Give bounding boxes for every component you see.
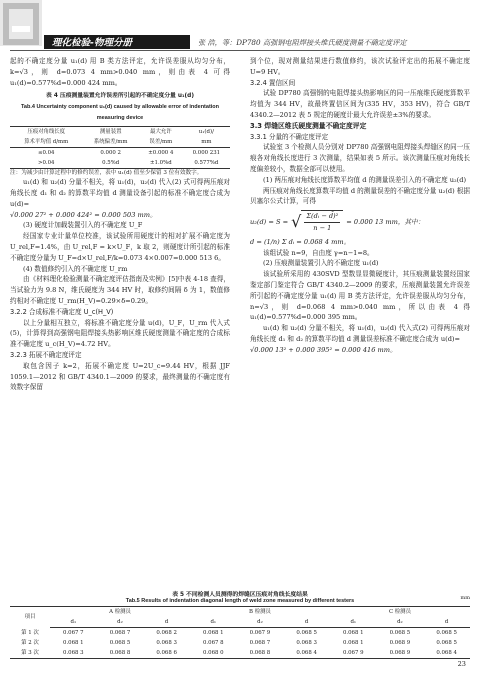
table5-subheader: d xyxy=(143,617,190,628)
row-label: 第 1 次 xyxy=(21,629,39,636)
paragraph: 试验室 3 个检测人员分别对 DP780 高强钢电阻焊接头焊缝区的同一压痕各对角线长度进行 3 次测量，结果如表 5 所示。该次测量压痕对角线长度偏差较小，数据全部可以使用。 xyxy=(250,143,470,173)
journal-logo xyxy=(0,0,190,52)
section-heading: 3.2.2 合成标准不确定度 U_c(H_V) xyxy=(10,307,114,316)
table-cell: 0.068 5 xyxy=(389,630,411,636)
formula-bessel xyxy=(250,210,470,234)
section-heading: 3.3.1 分量的不确定度评定 xyxy=(250,132,329,141)
table-cell: 0.068 4 xyxy=(283,648,330,659)
table-cell: 0.068 1 xyxy=(342,640,364,646)
table-cell: 0.068 5 xyxy=(296,630,317,636)
paragraph-title: (4) 数值修约引入的不确定度 U_rm xyxy=(23,264,128,273)
table4-header: 最大允许 xyxy=(139,126,183,137)
header-rule xyxy=(10,50,470,51)
paragraph: 取包含因子 k=2，拓展不确定度 U=2U_c=9.44 HV，根据 JJF 1059.1—2012 和 GB/T 4340.1—2009 的要求，最终测量的不确定度有效数字保留 xyxy=(10,361,230,392)
table-cell: >0.04 xyxy=(10,158,82,169)
table-row xyxy=(10,158,230,169)
paragraph: 由《材料理化检验测量不确定度评估指南及实例》[5]中表 4-18 查得，当试验力为 9.8 N，维氏硬度为 344 HV 时，取修约间隔 δ 为 1，数值修约相对不确定度 U_rm(H_V)=0.29×δ=0.29。 xyxy=(10,275,230,306)
table-cell: 0.068 6 xyxy=(143,648,190,659)
table-cell: ±1.0%d xyxy=(139,158,183,169)
table5-subheader: d₂ xyxy=(237,617,284,628)
table4-caption-en: Tab.4 Uncertainty component u₁(d) caused by allowable error of indentation measuring device xyxy=(20,104,220,121)
table5-block xyxy=(10,586,470,659)
table4-header: 误差/mm xyxy=(139,137,183,148)
paragraph: 两压痕对角线长度算数平均值 d 的测量误差的不确定度分量 u₂(d) 根据贝塞尔公式计算，可得 xyxy=(250,186,470,206)
table4-header: 算术平均值 d/mm xyxy=(10,137,82,148)
paragraph: 经国家专业计量单位校准，该试验所用硬度计的相对扩展不确定度为 U_rel,F=1.4%，由 U_rel,F = k×U_F，k 取 2，则硬度计所引起的标准不确定度分量为 U_F=d×U_rel,F/k=0.073 4×0.007=0.000 513 6。 xyxy=(10,232,230,262)
table5-subheader: d₁ xyxy=(50,617,97,628)
formula-mean: d = (1/n) Σ dᵢ = 0.068 4 mm。 xyxy=(250,237,351,246)
section-heading: 3.2.3 拓展不确定度评定 xyxy=(10,351,82,360)
table-cell: 0.067 8 xyxy=(203,640,224,646)
table-row xyxy=(10,147,230,158)
table-cell: 0.068 9 xyxy=(389,640,411,646)
table-cell: 0.068 8 xyxy=(237,648,284,659)
table5-subheader: d₂ xyxy=(377,617,424,628)
table-cell: 0.068 0 xyxy=(190,648,237,659)
journal-logo-text: 理化检验-物理分册 xyxy=(52,37,132,49)
formula-ud: √0.000 27² + 0.000 424² = 0.000 503 mm。 xyxy=(10,210,157,219)
section-heading: 3.3 焊缝区维氏硬度测量不确定度评定 xyxy=(250,121,367,130)
table4-header: mm xyxy=(183,137,230,148)
sqrt-sign: √ xyxy=(291,211,302,231)
table-cell: 0.068 3 xyxy=(296,640,317,646)
table4-note: 注：为减少由计算过程中的修约误差，表中 u₁(d) 值至少保留 3 位有效数字。 xyxy=(10,169,203,176)
table4-header: 系统偏差/mm xyxy=(82,137,139,148)
running-title: 张 浩，等：DP780 高强钢电阻焊接头维氏硬度测量不确定度评定 xyxy=(198,38,407,47)
section-heading: 3.2.4 置信区间 xyxy=(250,78,296,87)
right-column xyxy=(250,56,470,356)
left-column xyxy=(10,56,230,393)
numerator: Σ(dᵢ − d̄)² xyxy=(304,211,340,223)
table4-header: 压痕对角线长度 xyxy=(10,126,82,137)
table-cell: 0.068 7 xyxy=(249,640,271,646)
formula-ud2: √0.000 13² + 0.000 395² = 0.000 416 mm。 xyxy=(250,345,397,354)
table-cell: 0.068 1 xyxy=(63,640,84,646)
table4-header: 测量装置 xyxy=(82,126,139,137)
table5-group-header: C 检测员 xyxy=(330,607,470,618)
table5-caption-cn: 表 5 不同检测人员测得的焊缝区压痕对角线长度结果 xyxy=(172,592,308,598)
table5-caption-en: Tab.5 Results of indentation diagonal length of weld zone measured by different testers xyxy=(125,598,355,604)
table-cell: 0.000 231 xyxy=(192,149,221,156)
page-number: 23 xyxy=(457,660,466,668)
table-cell: 0.068 8 xyxy=(97,648,144,659)
paragraph: u₁(d) 和 u₂(d) 分量不相关，将 u₁(d)，u₂(d) 代入(2) 式可得两压痕对角线长度 d₁ 和 d₂ 的算数平均值 d 测量设备引起的标准不确定度合成为 u(d)= xyxy=(10,178,230,208)
paragraph: 该组试验 n=9，自由度 γ=n−1=8。 xyxy=(263,248,374,257)
table-cell: 0.000 2 xyxy=(100,149,121,156)
table-row xyxy=(10,628,470,639)
fraction xyxy=(301,210,343,234)
paragraph: 以上分量相互独立，将标准不确定度分量 u(d)，U_F，U_rm 代入式(5)，计算得到高强钢电阻焊接头热影响区维氏硬度测量不确定度的合成标准不确定度 u_c(H_V)=4.72 HV。 xyxy=(10,318,230,349)
paragraph: 该试验所采用的 430SVD 型数显显微硬度计，其压痕测量装置经国家鉴定部门鉴定符合 GB/T 4340.2—2009 的要求，压痕测量装置允许误差所引起的不确定度分量 u₁(d) 用 B 类方法评定，允许误差服从均匀分布，n=√3，则 d=0.068 4 mm>0.040 mm，所以由表 4 得 u₁(d)=0.577%d=0.000 395 mm。 xyxy=(250,270,470,322)
table5-subheader: d₁ xyxy=(190,617,237,628)
paragraph-title: (3) 硬度计加载装置引入的不确定度 U_F xyxy=(23,221,143,230)
table-cell: 0.577%d xyxy=(183,158,230,169)
table4-caption-cn: 表 4 压痕测量装置允许误差所引起的不确定度分量 u₁(d) xyxy=(46,93,194,100)
paragraph-title: (1) 两压痕对角线长度算数平均值 d 的测量误差引入的不确定度 u₂(d) xyxy=(263,175,467,184)
table5-unit: mm xyxy=(460,595,470,601)
table-cell: 0.067 9 xyxy=(249,630,271,636)
table-cell: 0.068 5 xyxy=(109,640,131,646)
table4 xyxy=(10,126,230,169)
table5-group-header: A 检测员 xyxy=(50,607,190,618)
table-cell: ±0.000 4 xyxy=(148,149,174,156)
table-row xyxy=(10,648,470,659)
table-cell: 0.068 4 xyxy=(423,648,470,659)
formula-lhs: u₂(d) = S = xyxy=(250,217,289,226)
table5-group-header: B 检测员 xyxy=(190,607,330,618)
table-cell: 0.068 2 xyxy=(156,630,177,636)
table-cell: 0.068 9 xyxy=(377,648,424,659)
row-label: 第 2 次 xyxy=(21,640,39,646)
table5-project-header: 项目 xyxy=(10,607,50,628)
table-cell: 0.068 7 xyxy=(109,630,131,636)
table5-body xyxy=(10,628,470,659)
table-cell: 0.068 5 xyxy=(436,640,457,646)
row-label: 第 3 次 xyxy=(10,648,50,659)
table-cell: 0.068 5 xyxy=(436,630,457,636)
table-cell: ≤0.04 xyxy=(37,149,55,156)
paragraph: 起的不确定度分量 u₁(d) 用 B 类方法评定，允许误差服从均匀分布，k=√3，则 d=0.073 4 mm>0.040 mm，则由表 4 可得 u₁(d)=0.577%d=0.000 424 mm。 xyxy=(10,57,230,87)
table-cell: 0.5%d xyxy=(82,158,139,169)
table5-subheader: d xyxy=(283,617,330,628)
paragraph: 试验 DP780 高强钢的电阻焊接头热影响区的同一压痕维氏硬度算数平均值为 344 HV，故最终置信区间为(335 HV，353 HV)，符合 GB/T 4340.2—2012 表 5 规定的硬度计最大允许误差±3%的要求。 xyxy=(250,89,470,119)
paragraph: u₁(d) 和 u₂(d) 分量不相关，将 u₁(d)，u₂(d) 代入式(2) 可得两压痕对角线长度 d₁ 和 d₂ 的算数平均值 d 测量误差标准不确定度合成为 u(d)= xyxy=(250,324,470,343)
table-cell: 0.068 1 xyxy=(203,630,224,636)
table-cell: 0.067 7 xyxy=(63,630,84,636)
paragraph: 到个位，现对测量结果进行数值修约，该次试验评定出的拓展不确定度 U=9 HV。 xyxy=(250,57,470,76)
table-cell: 0.068 1 xyxy=(342,630,364,636)
table-row xyxy=(10,638,470,648)
table5-subheader: d xyxy=(423,617,470,628)
table-cell: 0.068 3 xyxy=(50,648,97,659)
table4-header: u₁(d)/ xyxy=(183,126,230,137)
formula-rhs: = 0.000 13 mm，其中： xyxy=(346,217,425,226)
paragraph-title: (2) 压痕测量装置引入的不确定度 u₁(d) xyxy=(263,259,379,268)
table-cell: 0.067 9 xyxy=(330,648,377,659)
table5 xyxy=(10,606,470,659)
denominator: n − 1 xyxy=(313,223,332,232)
table5-subheader: d₂ xyxy=(97,617,144,628)
table5-subheader: d₁ xyxy=(330,617,377,628)
table-cell: 0.068 3 xyxy=(156,640,177,646)
